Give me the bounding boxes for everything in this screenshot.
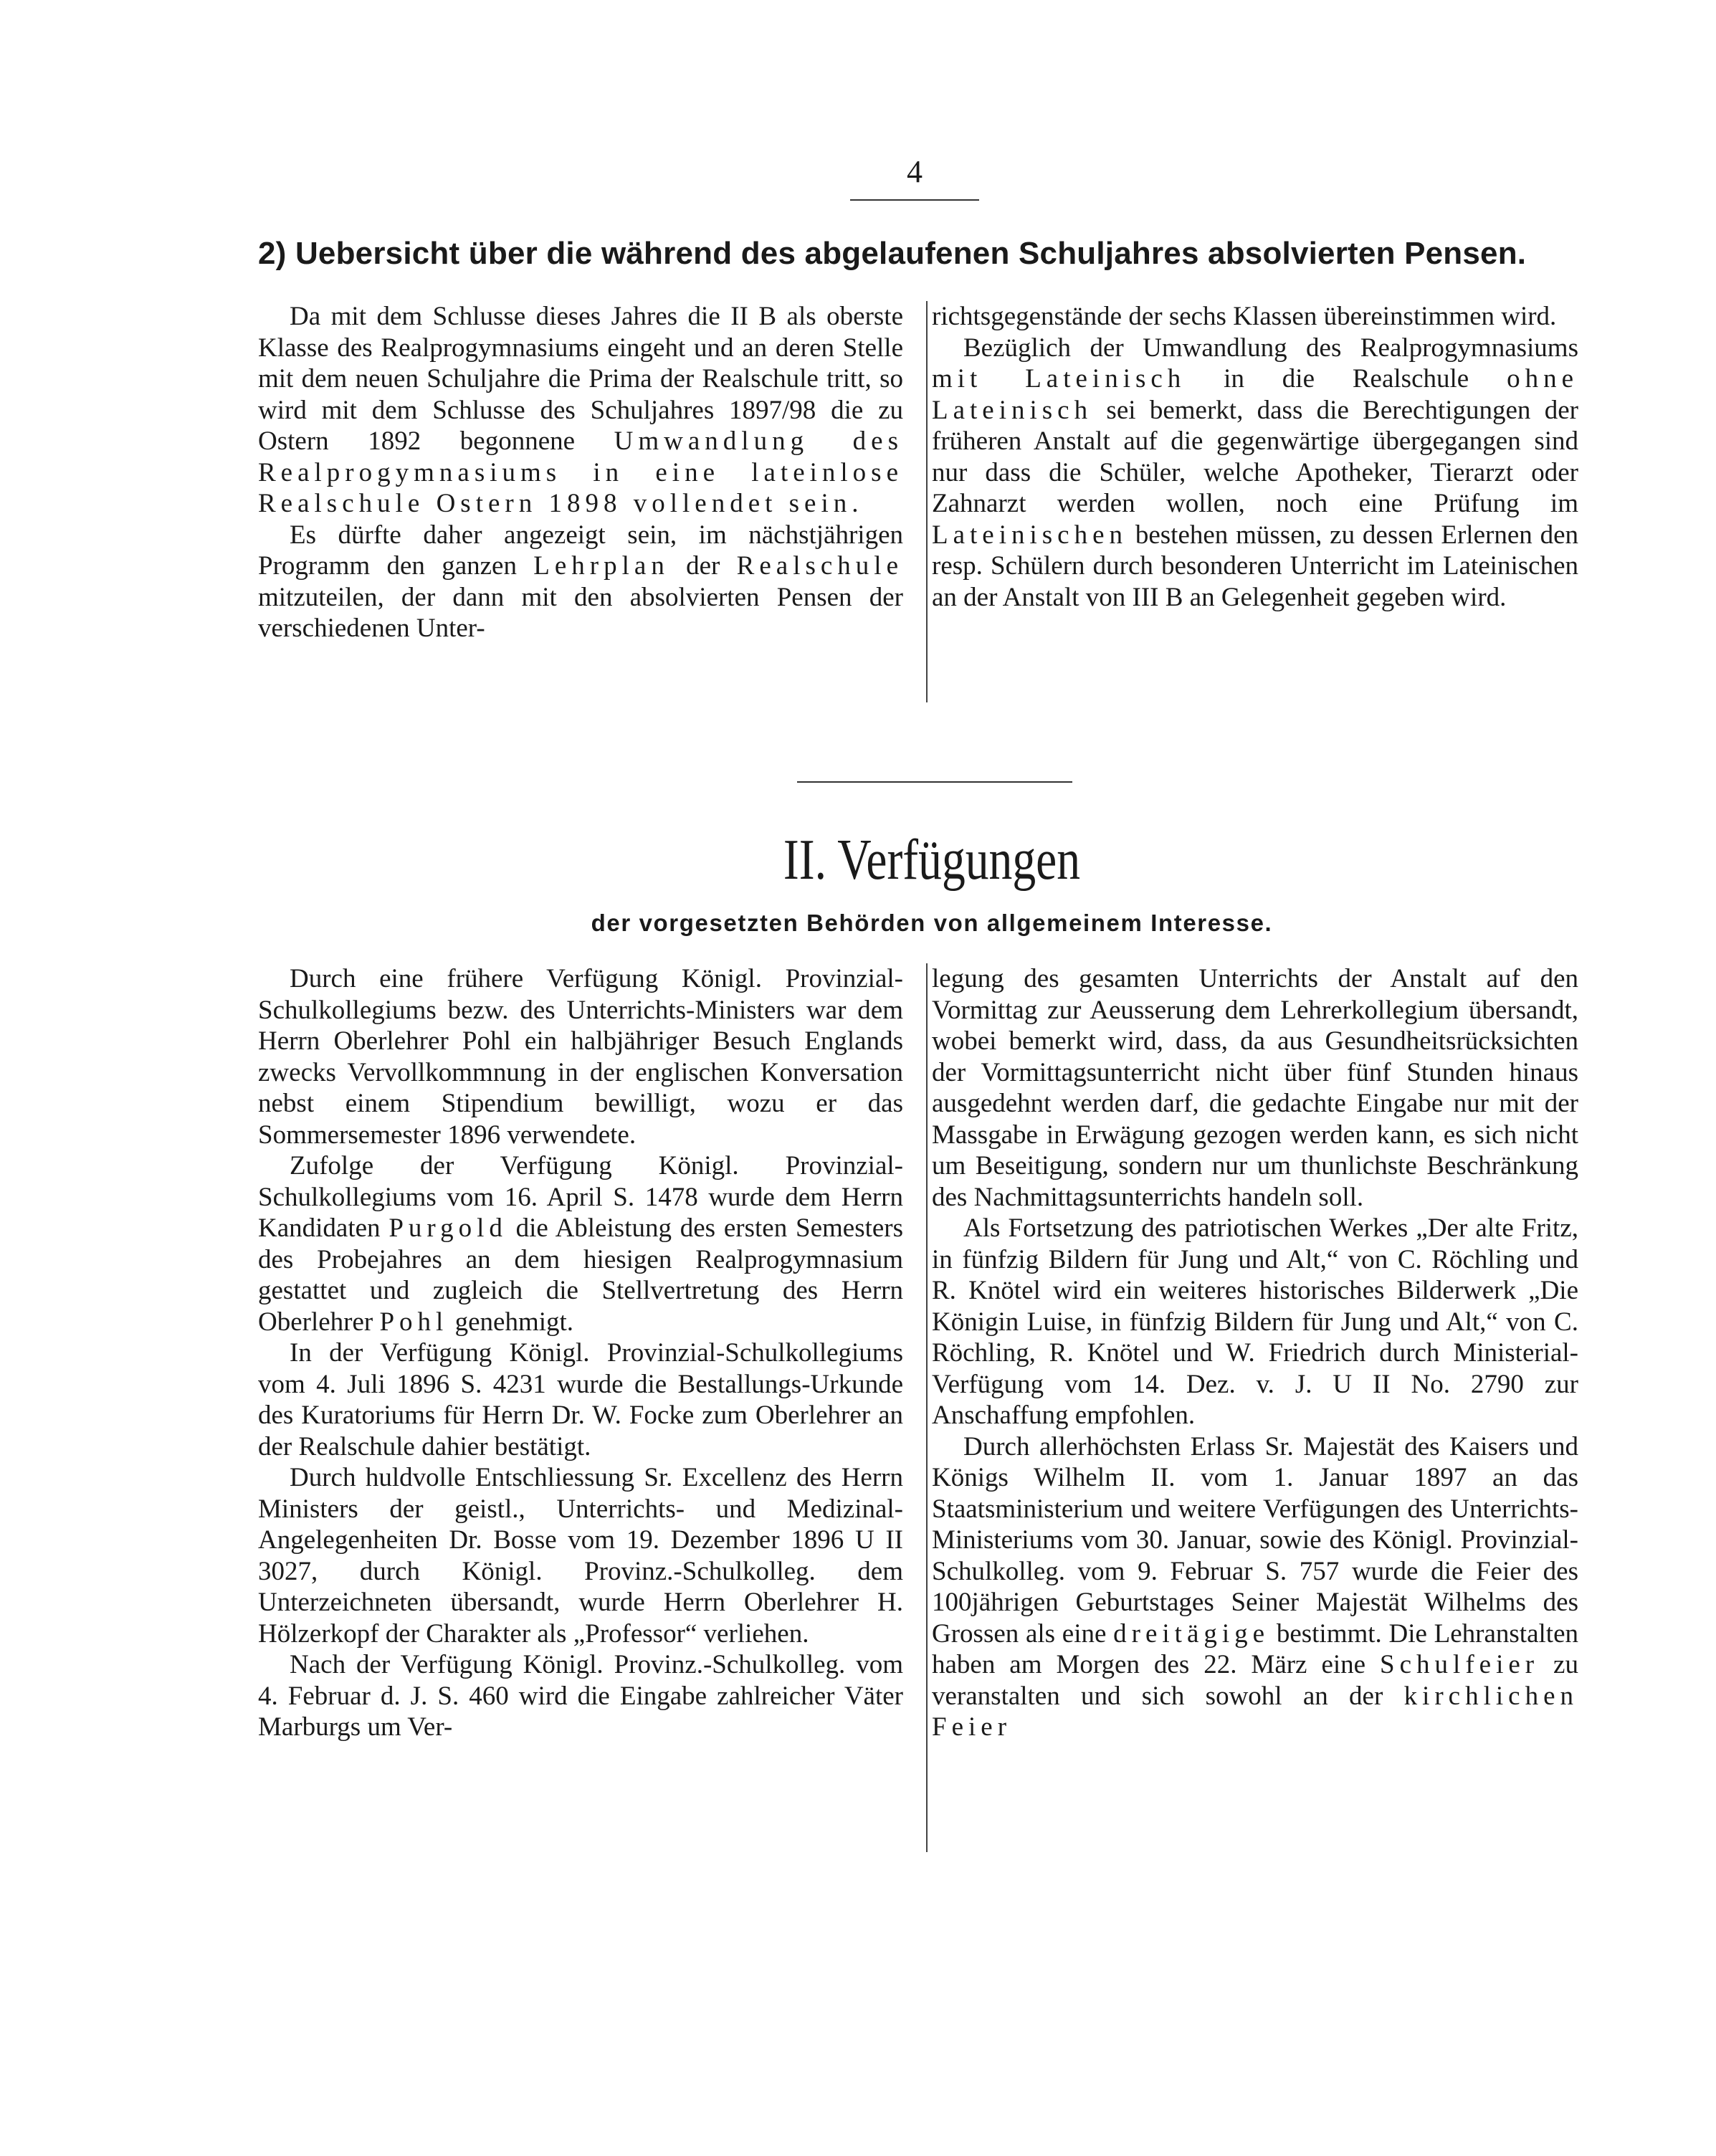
section-heading-pensen: 2) Uebersicht über die während des abgelaufenen Schuljahres absolvierten Pensen. [258, 236, 1527, 271]
section1-left-column [258, 301, 903, 644]
paragraph: Es dürfte daher angezeigt sein, im nächstjährigen Programm den ganzen Lehrplan der Realschule mitzuteilen, der dann mit den absolvierten Pensen der verschiedenen Unter- [258, 520, 903, 643]
paragraph: Als Fortsetzung des patriotischen Werkes „Der alte Fritz, in fünfzig Bildern für Jung und Alt,“ von C. Röchling und R. Knötel wird ein weiteres historisches Bilderwerk „Die Königin Luise, in fünfzig Bildern für Jung und Alt,“ von C. Röchling, R. Knötel und W. Friedrich durch Ministerial-Verfügung vom 14. Dez. v. J. U II No. 2790 zur Anschaffung empfohlen. [932, 1213, 1578, 1430]
section-title-verfuegungen: II. Verfügungen [783, 829, 1081, 892]
page-number-rule [850, 199, 979, 201]
spaced-text: Schulfeier [1380, 1650, 1540, 1679]
spaced-text: Pohl [379, 1307, 449, 1337]
section-rule [797, 781, 1072, 783]
paragraph: Durch eine frühere Verfügung Königl. Provinzial-Schulkollegiums bezw. des Unterrichts-Ministers war dem Herrn Oberlehrer Pohl ein halbjähriger Besuch Englands zwecks Vervollkommnung in der englischen Konversation nebst einem Stipendium bewilligt, wozu er das Sommersemester 1896 verwendete. [258, 964, 903, 1150]
paragraph: legung des gesamten Unterrichts der Anstalt auf den Vormittag zur Aeusserung dem Lehrerkollegium übersandt, wobei bemerkt wird, dass, da aus Gesundheitsrücksichten der Vormittagsunterricht nicht über fünf Stunden hinaus ausgedehnt werden darf, die gedachte Eingabe nur mit der Massgabe in Erwägung gezogen werden kann, es sich nicht um Beseitigung, sondern nur um thunlichste Beschränkung des Nachmittagsunterrichts handeln soll. [932, 964, 1578, 1212]
spaced-text: ohne Lateinisch [932, 364, 1578, 425]
paragraph: Zufolge der Verfügung Königl. Provinzial-Schulkollegiums vom 16. April S. 1478 wurde dem Herrn Kandidaten Purgold die Ableistung des ersten Semesters des Probejahres an dem hiesigen Realprogymnasium gestattet und zugleich die Stellvertretung des Herrn Oberlehrer Pohl genehmigt. [258, 1151, 904, 1337]
spaced-text: kirchlichen Feier [932, 1681, 1578, 1742]
paragraph: Da mit dem Schlusse dieses Jahres die II B als oberste Klasse des Realprogymnasiums eingeht und an deren Stelle mit dem neuen Schuljahre die Prima der Realschule tritt, so wird mit dem Schlusse des Schuljahres 1897/98 die zu Ostern 1892 begonnene Umwandlung des Realprogymnasiums in eine lateinlose Realschule Ostern 1898 vollendet sein. [258, 302, 903, 518]
section2-left-column [258, 963, 903, 1743]
paragraph: Durch allerhöchsten Erlass Sr. Majestät des Kaisers und Königs Wilhelm II. vom 1. Januar 1897 an das Staatsministerium und weitere Verfügungen des Unterrichts-Ministeriums vom 30. Januar, sowie des Königl. Provinzial-Schulkolleg. vom 9. Februar S. 757 wurde die Feier des 100jährigen Geburtstages Seiner Majestät Wilhelms des Grossen als eine dreitägige bestimmt. Die Lehranstalten haben am Morgen des 22. März eine Schulfeier zu veranstalten und sich sowohl an der kirchlichen Feier [932, 1431, 1578, 1742]
spaced-text: mit Lateinisch [932, 364, 1186, 393]
page-number: 4 [907, 154, 923, 189]
section-subtitle: der vorgesetzten Behörden von allgemeinem Interesse. [591, 910, 1273, 936]
section1-right-column [932, 301, 1578, 613]
section2-right-column [932, 963, 1578, 1743]
spaced-text: Umwandlung des Realprogymnasiums in eine lateinlose Realschule Ostern 1898 vollendet sein. [258, 426, 903, 518]
column-divider [926, 301, 928, 702]
paragraph: Bezüglich der Umwandlung des Realprogymnasiums mit Lateinisch in die Realschule ohne Lateinisch sei bemerkt, dass die Berechtigungen der früheren Anstalt auf die gegenwärtige übergegangen sind nur dass die Schüler, welche Apotheker, Tierarzt oder Zahnarzt werden wollen, noch eine Prüfung im Lateinischen bestehen müssen, zu dessen Erlernen den resp. Schülern durch besonderen Unterricht im Lateinischen an der Anstalt von III B an Gelegenheit gegeben wird. [932, 333, 1578, 612]
paragraph: Nach der Verfügung Königl. Provinz.-Schulkolleg. vom 4. Februar d. J. S. 460 wird die Eingabe zahlreicher Väter Marburgs um Ver- [258, 1650, 903, 1742]
spaced-text: Realschule [736, 551, 903, 581]
spaced-text: Lehrplan [533, 551, 669, 581]
column-divider [926, 963, 928, 1852]
paragraph: In der Verfügung Königl. Provinzial-Schulkollegiums vom 4. Juli 1896 S. 4231 wurde die Bestallungs-Urkunde des Kuratoriums für Herrn Dr. W. Focke zum Oberlehrer an der Realschule dahier bestätigt. [258, 1338, 903, 1461]
paragraph: richtsgegenstände der sechs Klassen übereinstimmen wird. [932, 302, 1557, 331]
spaced-text: Purgold [389, 1213, 507, 1243]
spaced-text: Lateinischen [932, 520, 1128, 550]
paragraph: Durch huldvolle Entschliessung Sr. Excellenz des Herrn Ministers der geistl., Unterrichts- und Medizinal-Angelegenheiten Dr. Bosse vom 19. Dezember 1896 U II 3027, durch Königl. Provinz.-Schulkolleg. dem Unterzeichneten übersandt, wurde Herrn Oberlehrer H. Hölzerkopf der Charakter als „Professor“ verliehen. [258, 1463, 903, 1649]
spaced-text: dreitägige [1113, 1618, 1270, 1649]
